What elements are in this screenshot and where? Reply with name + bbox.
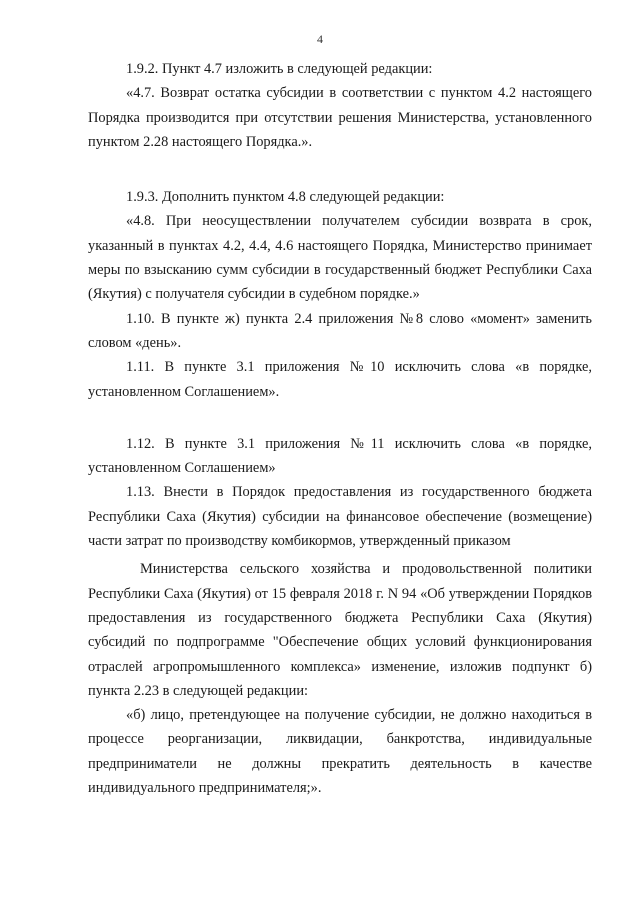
spacer [88,404,592,432]
paragraph-4-8-text: «4.8. При неосуществлении получателем субсидии возврата в срок, указанный в пунктах 4.2, 4.4, 4.6 настоящего Порядка, Министерство принимает меры по взысканию сумм субсидии в государственный бюджет Республики Саха (Якутия) с получателя субсидии в судебном порядке.» [88,213,592,303]
paragraph-1-10: 1.10. В пункте ж) пункта 2.4 приложения №8 слово «момент» заменить словом «день». [88,310,592,351]
paragraph-b-text: «б) лицо, претендующее на получение субсидии, не должно находиться в процессе реорганизации, ликвидации, банкротства, индивидуальные предприниматели не должны прекратить деятельность в качестве индивидуального предпринимателя;». [88,707,592,797]
paragraph-4-7-text: «4.7. Возврат остатка субсидии в соответствии с пунктом 4.2 настоящего Порядка производится при отсутствии решения Министерства, установленного пунктом 2.28 настоящего Порядка.». [88,85,592,150]
paragraph-1-13-continued: Министерства сельского хозяйства и продовольственной политики Республики Саха (Якутия) от 15 февраля 2018 г. N 94 «Об утверждении Порядков предоставления из государственного бюджета Республики Саха (Якутия) субсидий по подпрограмме "Обеспечение общих условий функционирования отраслей агропромышленного комплекса» изменение, изложив подпункт б) пункта 2.23 в следующей редакции: [88,561,592,699]
paragraph-1-12: 1.12. В пункте 3.1 приложения №11 исключить слова «в порядке, установленном Соглашением» [88,435,592,477]
paragraph-1-9-2: 1.9.2. Пункт 4.7 изложить в следующей редакции: [126,61,433,77]
paragraph-1-11: 1.11. В пункте 3.1 приложения №10 исключить слова «в порядке, установленном Соглашением». [88,359,592,400]
spacer [88,154,592,185]
page-number: 4 [317,32,323,46]
document-body [88,57,592,800]
paragraph-1-13: 1.13. Внести в Порядок предоставления из государственного бюджета Республики Саха (Якутия) субсидии на финансовое обеспечение (возмещение) части затрат по производству комбикормов, утвержденный приказом [88,484,592,550]
paragraph-1-9-3: 1.9.3. Дополнить пунктом 4.8 следующей редакции: [126,189,445,206]
